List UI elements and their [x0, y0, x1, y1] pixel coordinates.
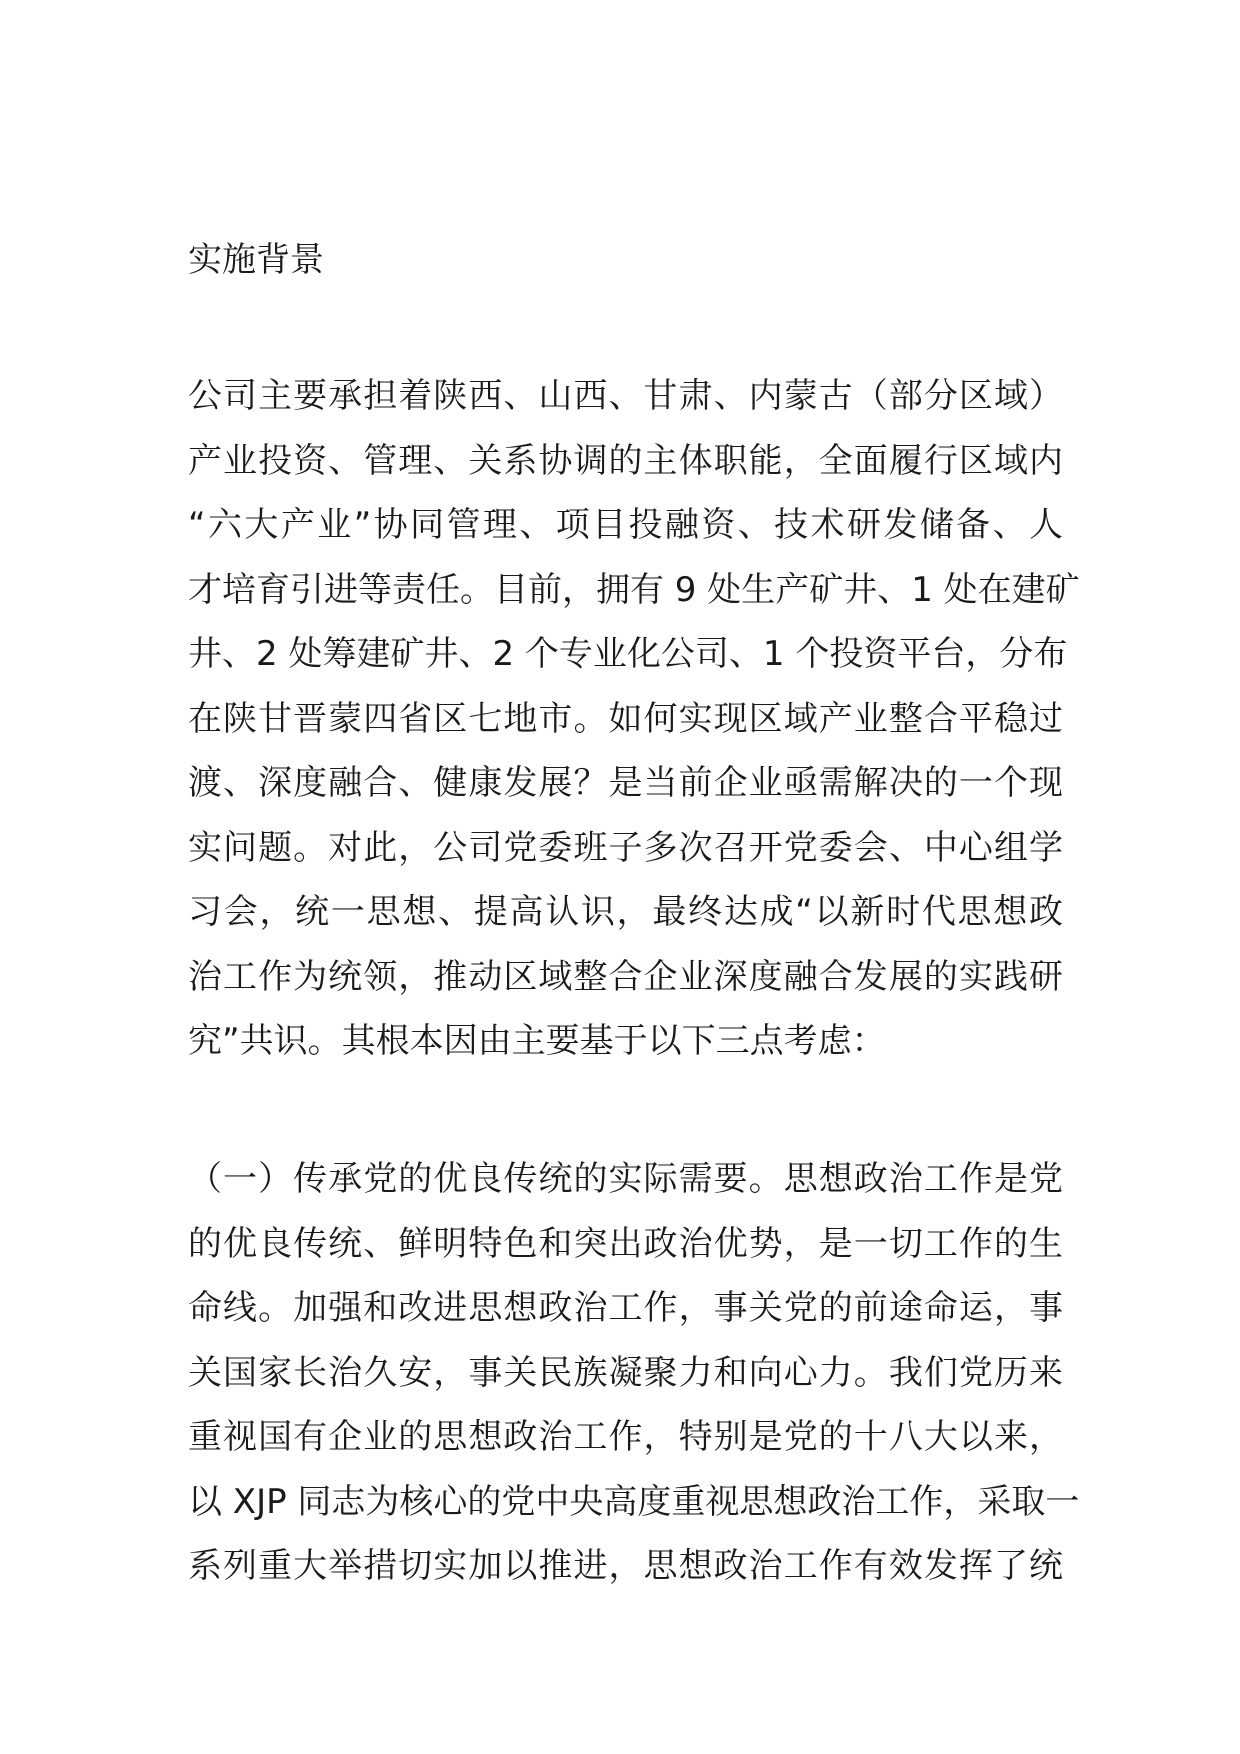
text-line: 的优良传统、鲜明特色和突出政治优势，是一切工作的生 — [188, 1223, 1063, 1264]
text-line: （一）传承党的优良传统的实际需要。思想政治工作是党 — [188, 1159, 1063, 1199]
text-line: 才培育引进等责任。目前，拥有 9 处生产矿井、1 处在建矿 — [188, 569, 1080, 610]
text-line: 系列重大举措切实加以推进，思想政治工作有效发挥了统 — [188, 1546, 1063, 1586]
text-line: 治工作为统领，推动区域整合企业深度融合发展的实践研 — [188, 956, 1063, 997]
text-line: 实问题。对此，公司党委班子多次召开党委会、中心组学 — [188, 827, 1063, 868]
text-line: 在陕甘晋蒙四省区七地市。如何实现区域产业整合平稳过 — [188, 698, 1063, 739]
text-line: “六大产业”协同管理、项目投融资、技术研发储备、人 — [188, 505, 1063, 545]
text-line: 习会，统一思想、提高认识，最终达成“以新时代思想政 — [188, 892, 1063, 932]
text-line: 关国家长治久安，事关民族凝聚力和向心力。我们党历来 — [188, 1352, 1063, 1393]
text-line: 重视国有企业的思想政治工作，特别是党的十八大以来， — [188, 1417, 1063, 1457]
text-line: 井、2 处筹建矿井、2 个专业化公司、1 个投资平台，分布 — [188, 634, 1068, 674]
text-line: 究”共识。其根本因由主要基于以下三点考虑： — [188, 1021, 886, 1061]
paragraph-background — [188, 364, 1080, 1074]
text-line: 产业投资、管理、关系协调的主体职能，全面履行区域内 — [188, 440, 1063, 481]
paragraph-tradition — [188, 1147, 1080, 1599]
text-line: 以 XJP 同志为核心的党中央高度重视思想政治工作，采取一 — [188, 1481, 1080, 1522]
text-line: 渡、深度融合、健康发展？是当前企业亟需解决的一个现 — [188, 763, 1063, 803]
text-line: 公司主要承担着陕西、山西、甘肃、内蒙古（部分区域） — [188, 376, 1063, 416]
text-line: 命线。加强和改进思想政治工作，事关党的前途命运，事 — [188, 1288, 1063, 1328]
section-heading: 实施背景 — [188, 240, 324, 280]
